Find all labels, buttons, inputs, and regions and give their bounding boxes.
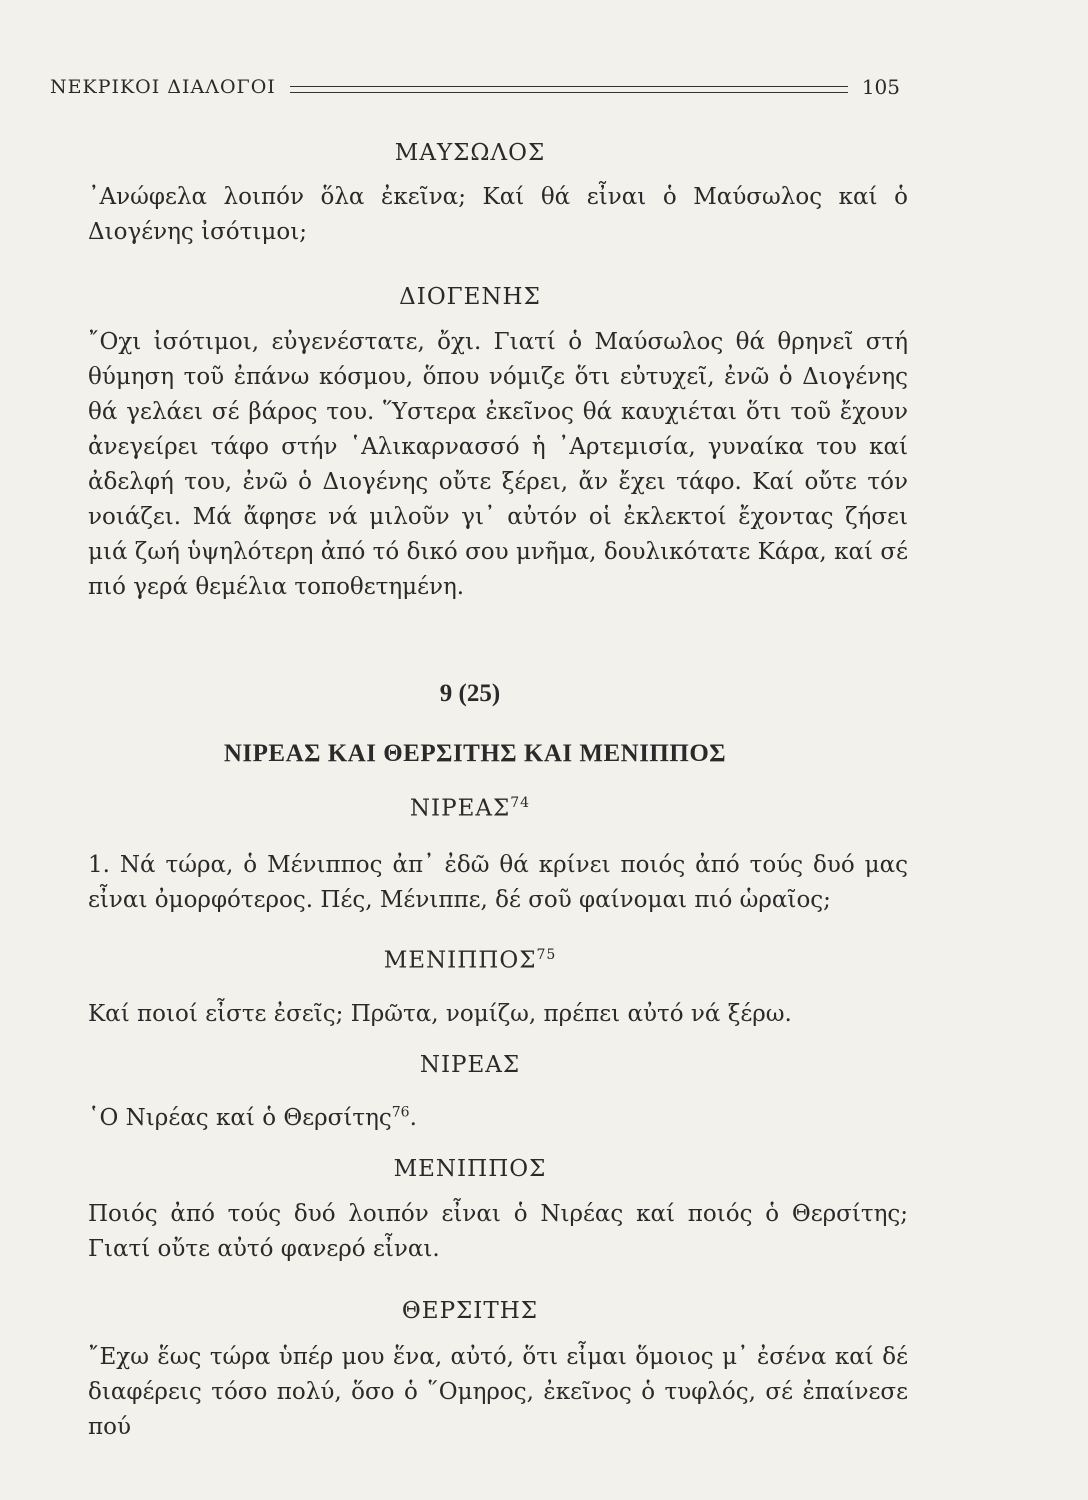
running-head (50, 70, 900, 104)
speaker-nireas (0, 795, 940, 822)
speech-end: . (409, 1105, 417, 1131)
speaker-mausolos: ΜΑΥΣΩΛΟΣ (394, 140, 546, 166)
speaker-thersites: ΘΕΡΣΙΤΗΣ (401, 1298, 539, 1324)
footnote-ref: 76 (391, 1104, 410, 1121)
running-title: ΝΕΚΡΙΚΟΙ ΔΙΑΛΟΓΟΙ (50, 76, 276, 98)
speaker-menippos (0, 947, 940, 974)
speech-nireas: 1. Νά τώρα, ὁ Μένιππος ἀπ᾿ ἐδῶ θά κρίνει ποιός ἀπό τούς δυό μας εἶναι ὀμορφότερος. Πές, Μένιππε, δέ σοῦ φαίνομαι πιό ὡραῖος; (88, 852, 908, 913)
speaker-diogenes: ΔΙΟΓΕΝΗΣ (399, 284, 541, 310)
speaker-name: ΝΙΡΕΑΣ (409, 795, 511, 822)
dialogue-title: ΝΙΡΕΑΣ ΚΑΙ ΘΕΡΣΙΤΗΣ ΚΑΙ ΜΕΝΙΠΠΟΣ (223, 740, 727, 767)
speech-menippos-2: Ποιός ἀπό τούς δυό λοιπόν εἶναι ὁ Νιρέας καί ποιός ὁ Θερσίτης; Γιατί οὔτε αὐτό φανερό εἶναι. (88, 1201, 908, 1262)
speech-nireas-2 (88, 1101, 908, 1136)
speech-diogenes: ῎Οχι ἰσότιμοι, εὐγενέστατε, ὄχι. Γιατί ὁ Μαύσωλος θά θρηνεῖ στή θύμηση τοῦ ἐπάνω κόσμου, ὅπου νόμιζε ὅτι εὐτυχεῖ, ἐνῶ ὁ Διογένης θά γελάει σέ βάρος του. Ὕστερα ἐκεῖνος θά καυχιέται ὅτι τοῦ ἔχουν ἀνεγείρει τάφο στήν ῾Αλικαρνασσό ἡ ᾿Αρτεμισία, γυναίκα του καί ἀδελφή του, ἐνῶ ὁ Διογένης οὔτε ξέρει, ἄν ἔχει τάφο. Καί οὔτε τόν νοιάζει. Μά ἄφησε νά μιλοῦν γι᾿ αὐτόν οἱ ἐκλεκτοί ἔχοντας ζήσει μιά ζωή ὑψηλότερη ἀπό τό δικό σου μνῆμα, δουλικότατε Κάρα, καί σέ πιό γερά θεμέλια τοποθετημένη. (88, 329, 908, 600)
speech-mausolos: ᾿Ανώφελα λοιπόν ὅλα ἐκεῖνα; Καί θά εἶναι ὁ Μαύσωλος καί ὁ Διογένης ἰσότιμοι; (88, 184, 908, 245)
speech-text: ῾Ο Νιρέας καί ὁ Θερσίτης (88, 1105, 392, 1131)
section-number: 9 (25) (439, 680, 501, 707)
footnote-ref: 75 (536, 947, 557, 963)
speech-menippos: Καί ποιοί εἶστε ἐσεῖς; Πρῶτα, νομίζω, πρέπει αὐτό νά ξέρω. (88, 1001, 792, 1027)
speaker-nireas-2: ΝΙΡΕΑΣ (419, 1052, 521, 1078)
speaker-name: ΜΕΝΙΠΠΟΣ (383, 947, 537, 974)
page-number: 105 (861, 75, 900, 99)
speaker-menippos-2: ΜΕΝΙΠΠΟΣ (393, 1156, 547, 1182)
header-rule (290, 86, 848, 93)
speech-thersites: ῎Εχω ἕως τώρα ὑπέρ μου ἕνα, αὐτό, ὅτι εἶμαι ὅμοιος μ᾿ ἐσένα καί δέ διαφέρεις τόσο πολύ, ὅσο ὁ ῞Ομηρος, ἐκεῖνος ὁ τυφλός, σέ ἐπαίνεσε πού (88, 1344, 908, 1440)
footnote-ref: 74 (510, 795, 531, 811)
